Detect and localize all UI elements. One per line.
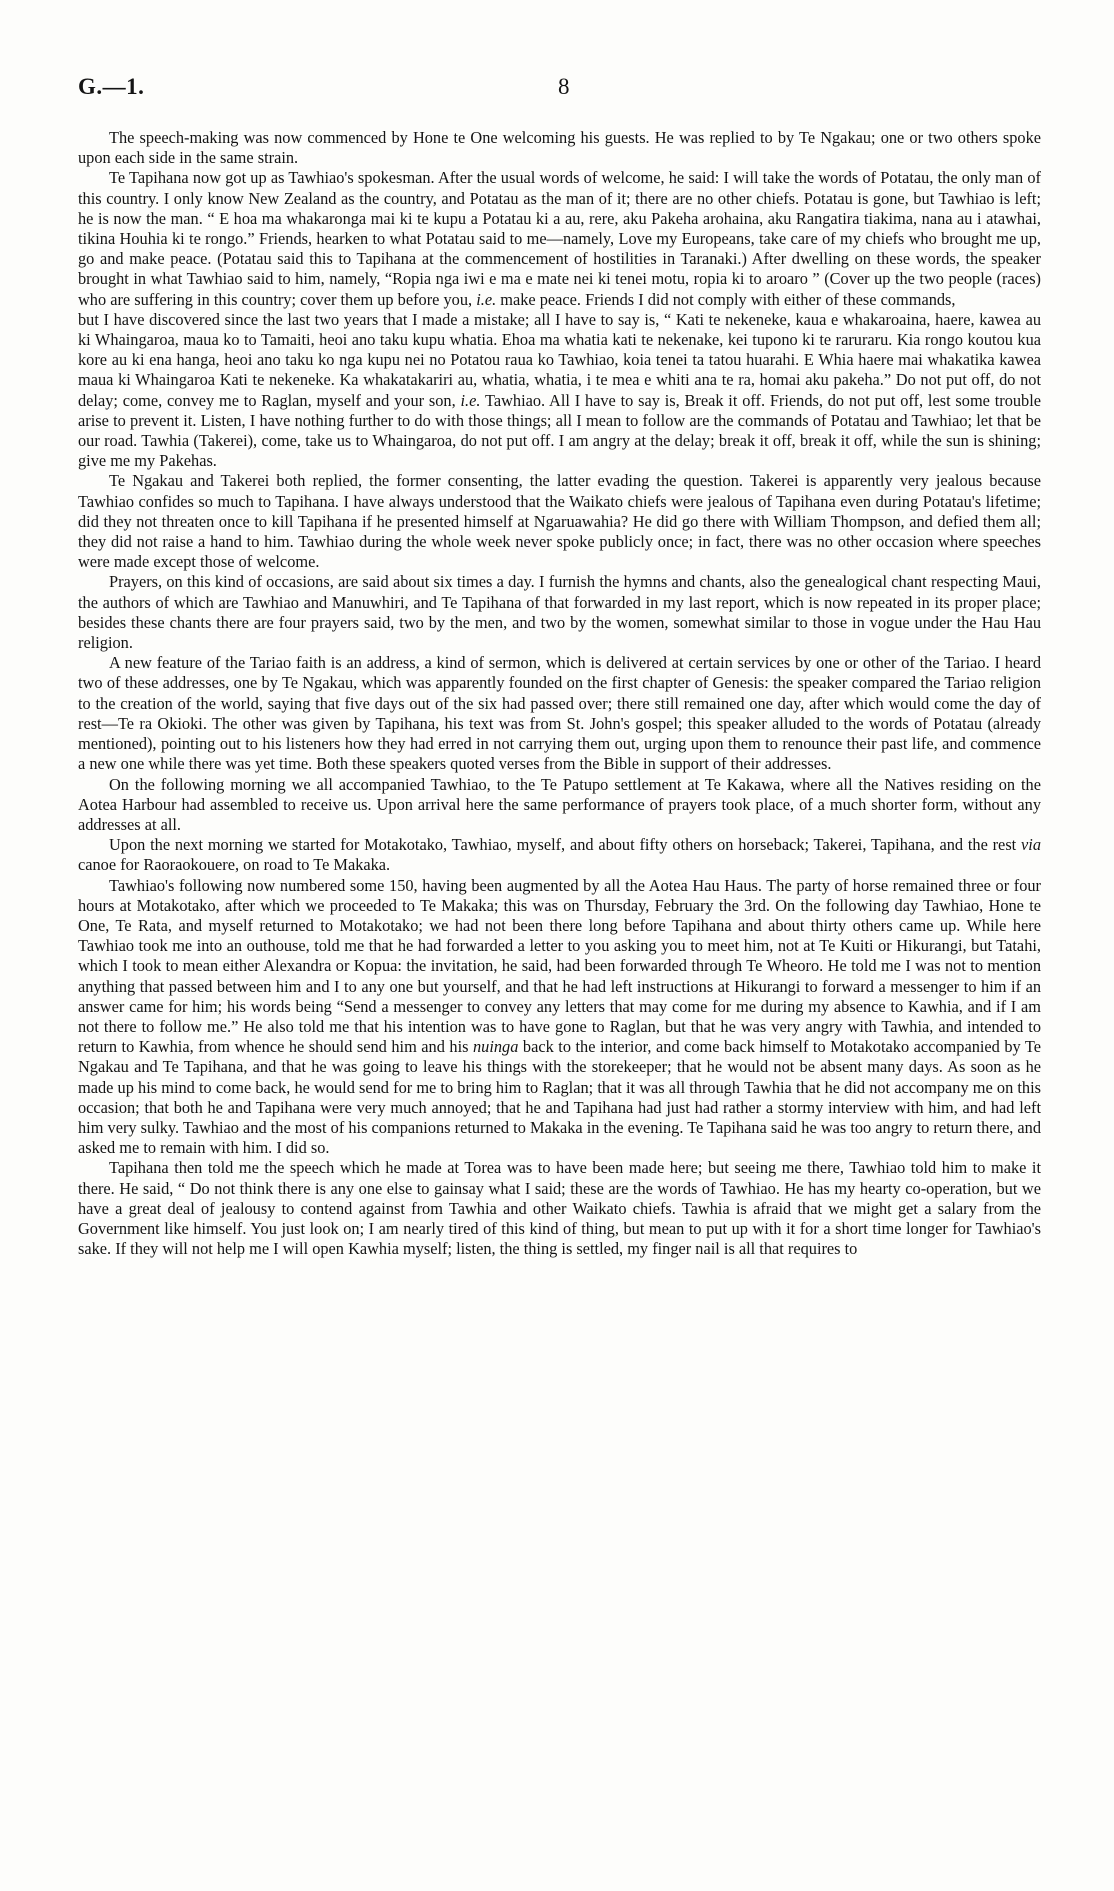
- paragraph: Upon the next morning we started for Motakotako, Tawhiao, myself, and about fifty others on horseback; Takerei, Tapihana, and the rest via canoe for Raoraokouere, on road to Te Makaka.: [78, 835, 1041, 875]
- italic-text: via: [1021, 835, 1041, 855]
- paragraph: but I have discovered since the last two years that I made a mistake; all I have to say is, “ Kati te nekeneke, kaua e whakaroaina, haere, kawea au ki Whaingaroa, maua ko to Tamaiti, heoi ano taku kupu whatia. Ehoa ma whatia kati te nekenake, kei tupono ki te raruraru. Kia rongo koutou kua kore au ki ena hanga, heoi ano taku ko nga kupu nei no Potatou raua ko Tawhiao, koia tenei ta tatou huarahi. E Whia haere mai whakatika kawea maua ki Whaingaroa Kati te nekeneke. Ka whakatakariri au, whatia, whatia, i te mea e whiti ana te ra, homai aku pakeha.” Do not put off, do not delay; come, convey me to Raglan, myself and your son, i.e. Tawhiao. All I have to say is, Break it off. Friends, do not put off, lest some trouble arise to prevent it. Listen, I have nothing further to do with those things; all I mean to follow are the commands of Potatau and Tawhiao; let that be our road. Tawhia (Takerei), come, take us to Whaingaroa, do not put off. I am angry at the delay; break it off, break it off, while the sun is shining; give me my Pakehas.: [78, 309, 1042, 471]
- paragraph: Te Tapihana now got up as Tawhiao's spokesman. After the usual words of welcome, he said: I will take the words of Potatau, the only man of this country. I only know New Zealand as the country, and Potatau as the man of it; there are no other chiefs. Potatau is gone, but Tawhiao is left; he is now the man. “ E hoa ma whakaronga mai ki te kupu a Potatau ki a au, rere, aku Pakeha arohaina, aku Rangatira tiakima, nana au i atawhai, tikina Houhia ki te rongo.” Friends, hearken to what Potatau said to me—namely, Love my Europeans, take care of my chiefs who brought me up, go and make peace. (Potatau said this to Tapihana at the commencement of hostilities in Taranaki.) After dwelling on these words, the speaker brought in what Tawhiao said to him, namely, “Ropia nga iwi e ma e mate nei ki tenei motu, ropia ki to aroaro ” (Cover up the two people (races) who are suffering in this country; cover them up before you, i.e. make peace. Friends I did not comply with either of these commands,: [78, 168, 1041, 309]
- body-text: [78, 128, 1041, 1259]
- italic-text: nuinga: [473, 1037, 519, 1057]
- italic-text: i.e.: [460, 390, 481, 410]
- page-number: 8: [558, 74, 570, 99]
- paragraph: Tapihana then told me the speech which he made at Torea was to have been made here; but seeing me there, Tawhiao told him to make it there. He said, “ Do not think there is any one else to gainsay what I said; these are the words of Tawhiao. He has my hearty co-operation, but we have a great deal of jealousy to contend against from Tawhia and other Waikato chiefs. Tawhia is afraid that we might get a salary from the Government like himself. You just look on; I am nearly tired of this kind of thing, but mean to put up with it for a short time longer for Tawhiao's sake. If they will not help me I will open Kawhia myself; listen, the thing is settled, my finger nail is all that requires to: [78, 1158, 1041, 1259]
- page-header: [78, 74, 1038, 106]
- document-code: G.—1.: [78, 74, 145, 99]
- paragraph: Tawhiao's following now numbered some 150, having been augmented by all the Aotea Hau Haus. The party of horse remained three or four hours at Motakotako, after which we proceeded to Te Makaka; this was on Thursday, February the 3rd. On the following day Tawhiao, Hone te One, Te Rata, and myself returned to Motakotako; we had not been there long before Tapihana and about thirty others came up. While here Tawhiao took me into an outhouse, told me that he had forwarded a letter to you asking you to meet him, not at Te Kuiti or Hikurangi, but Tatahi, which I took to mean either Alexandra or Kopua: the invitation, he said, had been forwarded through Te Wheoro. He told me I was not to mention anything that passed between him and I to any one but yourself, and that he had left instructions at Hikurangi to forward a messenger to him if an answer came for him; his words being “Send a messenger to convey any letters that may come for me during my absence to Kawhia, and if I am not there to follow me.” He also told me that his intention was to have gone to Raglan, but that he was very angry with Tawhia, and intended to return to Kawhia, from whence he should send him and his nuinga back to the interior, and come back himself to Motakotako accompanied by Te Ngakau and Te Tapihana, and that he was going to leave his things with the storekeeper; that he would not be absent many days. As soon as he made up his mind to come back, he would send for me to bring him to Raglan; that it was all through Tawhia that he did not accompany me on this occasion; that both he and Tapihana were very much annoyed; that he and Tapihana had just had rather a stormy interview with him, and had left him very sulky. Tawhiao and the most of his companions returned to Makaka in the evening. Te Tapihana said he was too angry to return there, and asked me to remain with him. I did so.: [78, 875, 1041, 1158]
- italic-text: i.e.: [476, 289, 497, 309]
- paragraph: On the following morning we all accompanied Tawhiao, to the Te Patupo settlement at Te Kakawa, where all the Natives residing on the Aotea Harbour had assembled to receive us. Upon arrival here the same performance of prayers took place, of a much shorter form, without any addresses at all.: [78, 774, 1041, 834]
- paragraph: Prayers, on this kind of occasions, are said about six times a day. I furnish the hymns and chants, also the genealogical chant respecting Maui, the authors of which are Tawhiao and Manuwhiri, and Te Tapihana of that forwarded in my last report, which is now repeated in its proper place; besides these chants there are four prayers said, two by the men, and two by the women, somewhat similar to those in vogue under the Hau Hau religion.: [78, 572, 1041, 653]
- paragraph: Te Ngakau and Takerei both replied, the former consenting, the latter evading the question. Takerei is apparently very jealous because Tawhiao confides so much to Tapihana. I have always understood that the Waikato chiefs were jealous of Tapihana even during Potatau's lifetime; did they not threaten once to kill Tapihana if he presented himself at Ngaruawahia? He did go there with William Thompson, and defied them all; they did not raise a hand to him. Tawhiao during the whole week never spoke publicly once; in fact, there was no other occasion where speeches were made except those of welcome.: [78, 471, 1041, 572]
- paragraph: A new feature of the Tariao faith is an address, a kind of sermon, which is delivered at certain services by one or other of the Tariao. I heard two of these addresses, one by Te Ngakau, which was apparently founded on the first chapter of Genesis: the speaker compared the Tariao religion to the creation of the world, saying that five days out of the six had passed over; there still remained one day, after which would come the day of rest—Te ra Okioki. The other was given by Tapihana, his text was from St. John's gospel; this speaker alluded to the words of Potatau (already mentioned), pointing out to his listeners how they had erred in not carrying them out, urging upon them to renounce their past life, and commence a new one while there was yet time. Both these speakers quoted verses from the Bible in support of their addresses.: [78, 653, 1041, 774]
- paragraph: The speech-making was now commenced by Hone te One welcoming his guests. He was replied to by Te Ngakau; one or two others spoke upon each side in the same strain.: [78, 128, 1041, 168]
